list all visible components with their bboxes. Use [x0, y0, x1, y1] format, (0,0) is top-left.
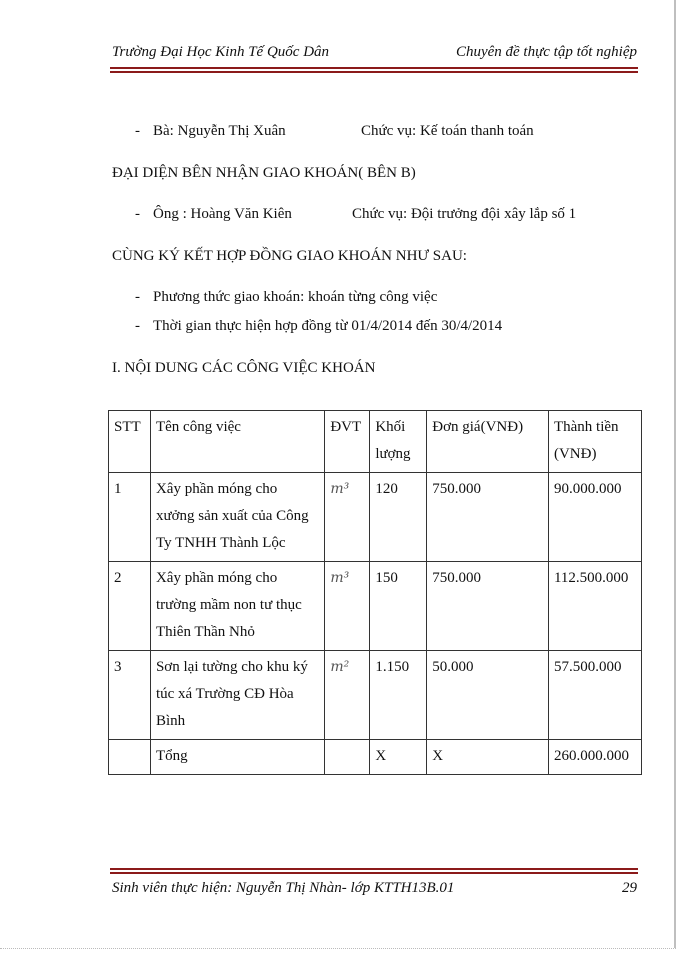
cell-task: Xây phần móng cho xưởng sản xuất của Công Ty TNHH Thành Lộc — [150, 473, 324, 562]
col-header-qty: Khối lượng — [370, 411, 427, 473]
header-report-title: Chuyên đề thực tập tốt nghiệp — [455, 44, 637, 60]
table-row — [109, 473, 642, 562]
cell-qty: 120 — [370, 473, 427, 562]
party-b-heading: ĐẠI DIỆN BÊN NHẬN GIAO KHOÁN( BÊN B) — [112, 165, 416, 181]
cell-price: X — [427, 740, 549, 775]
col-header-stt: STT — [109, 411, 151, 473]
cell-stt: 1 — [109, 473, 151, 562]
header-rule — [110, 71, 638, 73]
cell-qty: 1.150 — [370, 651, 427, 740]
party-a-rep-position: Chức vụ: Kế toán thanh toán — [361, 123, 534, 139]
bullet-dash: - — [135, 206, 140, 222]
party-b-rep-position: Chức vụ: Đội trưởng đội xây lắp số 1 — [352, 206, 577, 222]
party-b-rep-name: Ông : Hoàng Văn Kiên — [153, 206, 292, 222]
table-total-row — [109, 740, 642, 775]
col-header-total: Thành tiền (VNĐ) — [548, 411, 641, 473]
table-row — [109, 651, 642, 740]
cell-task: Xây phần móng cho trường mầm non tư thục Thiên Thần Nhỏ — [150, 562, 324, 651]
cell-task: Sơn lại tường cho khu ký túc xá Trường CĐ Hòa Bình — [150, 651, 324, 740]
cell-unit: m³ — [325, 562, 370, 651]
table-header-row — [109, 411, 642, 473]
cell-price: 50.000 — [427, 651, 549, 740]
cell-stt — [109, 740, 151, 775]
term-method: Phương thức giao khoán: khoán từng công việc — [153, 289, 438, 305]
cell-total: 112.500.000 — [548, 562, 641, 651]
section-title: I. NỘI DUNG CÁC CÔNG VIỆC KHOÁN — [112, 360, 376, 376]
cell-price: 750.000 — [427, 562, 549, 651]
page-frame-right — [674, 0, 676, 948]
cell-unit — [325, 740, 370, 775]
footer-rule — [110, 872, 638, 874]
cell-total: 90.000.000 — [548, 473, 641, 562]
header-rule — [110, 67, 638, 69]
cell-unit: m² — [325, 651, 370, 740]
cell-stt: 3 — [109, 651, 151, 740]
party-a-rep-name: Bà: Nguyễn Thị Xuân — [153, 123, 286, 139]
term-period: Thời gian thực hiện hợp đồng từ 01/4/2014 đến 30/4/2014 — [153, 318, 503, 334]
cell-total-label: Tổng — [150, 740, 324, 775]
page-frame-bottom — [0, 948, 676, 950]
cell-grand-total: 260.000.000 — [548, 740, 641, 775]
cell-qty: X — [370, 740, 427, 775]
page-number: 29 — [622, 880, 637, 896]
cell-stt: 2 — [109, 562, 151, 651]
agreement-heading: CÙNG KÝ KẾT HỢP ĐỒNG GIAO KHOÁN NHƯ SAU: — [112, 248, 467, 264]
cell-total: 57.500.000 — [548, 651, 641, 740]
footer-student: Sinh viên thực hiện: Nguyễn Thị Nhàn- lớp KTTH13B.01 — [112, 880, 455, 896]
bullet-dash: - — [135, 123, 140, 139]
col-header-task: Tên công việc — [150, 411, 324, 473]
footer-rule — [110, 868, 638, 870]
cell-qty: 150 — [370, 562, 427, 651]
bullet-dash: - — [135, 318, 140, 334]
cell-price: 750.000 — [427, 473, 549, 562]
work-items-table — [108, 410, 642, 775]
header-university: Trường Đại Học Kinh Tế Quốc Dân — [112, 44, 330, 60]
bullet-dash: - — [135, 289, 140, 305]
col-header-price: Đơn giá(VNĐ) — [427, 411, 549, 473]
col-header-unit: ĐVT — [325, 411, 370, 473]
cell-unit: m³ — [325, 473, 370, 562]
table-row — [109, 562, 642, 651]
